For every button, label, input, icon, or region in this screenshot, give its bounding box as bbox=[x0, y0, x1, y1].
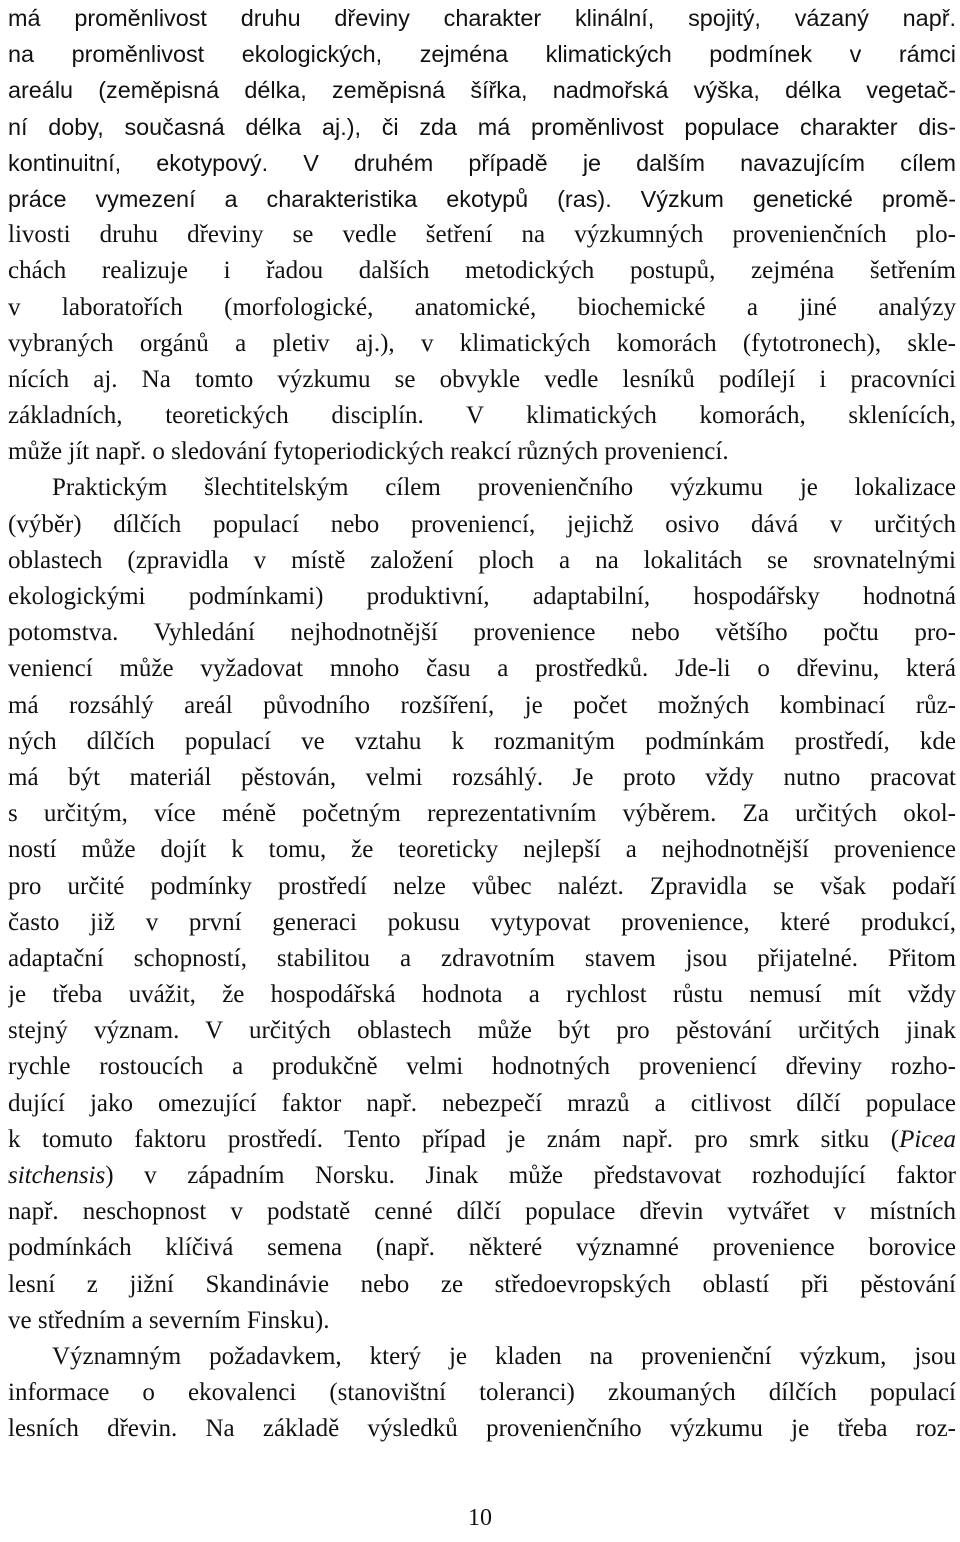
text-line: informace o ekovalenci (stanovištní toleranci) zkoumaných dílčích populací bbox=[8, 1379, 956, 1407]
text-line: ností může dojít k tomu, že teoreticky nejlepší a nejhodnotnější provenience bbox=[8, 836, 956, 864]
paragraph-start: Praktickým šlechtitelským cílem provenienčního výzkumu je lokalizace bbox=[52, 474, 956, 502]
text-line: adaptační schopností, stabilitou a zdravotním stavem jsou přijatelné. Přitom bbox=[8, 944, 956, 972]
text-line bbox=[8, 1158, 956, 1194]
text-line: podmínkách klíčivá semena (např. některé významné provenience borovice bbox=[8, 1234, 956, 1262]
text-line: ekologickými podmínkami) produktivní, adaptabilní, hospodářsky hodnotná bbox=[8, 583, 956, 610]
text-line: livosti druhu dřeviny se vedle šetření na výzkumných provenienčních plo- bbox=[8, 221, 956, 249]
text-line: oblastech (zpravidla v místě založení ploch a na lokalitách se srovnatelnými bbox=[8, 546, 956, 574]
text-line: kontinuitní, ekotypový. V druhém případě je dalším navazujícím cílem bbox=[8, 149, 956, 176]
text-line: s určitým, více méně početným reprezentativním výběrem. Za určitých okol- bbox=[8, 800, 956, 828]
text-line: pro určité podmínky prostředí nelze vůbec nalézt. Zpravidla se však podaří bbox=[8, 872, 956, 900]
text-line: na proměnlivost ekologických, zejména klimatických podmínek v rámci bbox=[8, 41, 956, 68]
text-line: v laboratořích (morfologické, anatomické, biochemické a jiné analýzy bbox=[8, 293, 956, 321]
text-line: nících aj. Na tomto výzkumu se obvykle vedle lesníků podílejí i pracovníci bbox=[8, 365, 956, 393]
text-line: má být materiál pěstován, velmi rozsáhlý. Je proto vždy nutno pracovat bbox=[8, 763, 956, 791]
species-name-italic: sitchensis bbox=[8, 1162, 106, 1189]
text-line: potomstva. Vyhledání nejhodnotnější provenience nebo většího počtu pro- bbox=[8, 619, 956, 647]
text-line: vybraných orgánů a pletiv aj.), v klimatických komorách (fytotronech), skle- bbox=[8, 329, 956, 357]
text-line bbox=[8, 1122, 956, 1158]
text-line: ve středním a severním Finsku). bbox=[8, 1306, 330, 1334]
text-line: má proměnlivost druhu dřeviny charakter klinální, spojitý, vázaný např. bbox=[8, 5, 956, 31]
text-line: lesní z jižní Skandinávie nebo ze středoevropských oblastí při pěstování bbox=[8, 1270, 956, 1298]
text-line: může jít např. o sledování fytoperiodických reakcí různých proveniencí. bbox=[8, 438, 729, 466]
text-line: rychle rostoucích a produkčně velmi hodnotných proveniencí dřeviny rozho- bbox=[8, 1053, 956, 1081]
text-line: dující jako omezující faktor např. nebezpečí mrazů a citlivost dílčí populace bbox=[8, 1089, 956, 1117]
text-line: lesních dřevin. Na základě výsledků provenienčního výzkumu je třeba roz- bbox=[8, 1415, 956, 1443]
text-line: areálu (zeměpisná délka, zeměpisná šířka, nadmořská výška, délka vegetač- bbox=[8, 77, 956, 104]
text-line: práce vymezení a charakteristika ekotypů (ras). Výzkum genetické promě- bbox=[8, 185, 956, 212]
text-line: veniencí může vyžadovat mnoho času a prostředků. Jde-li o dřevinu, která bbox=[8, 655, 956, 683]
text-line: (výběr) dílčích populací nebo proveniencí, jejichž osivo dává v určitých bbox=[8, 510, 956, 538]
text-line: základních, teoretických disciplín. V klimatických komorách, sklenících, bbox=[8, 402, 956, 430]
text-line: ných dílčích populací ve vztahu k rozmanitým podmínkám prostředí, kde bbox=[8, 727, 956, 755]
page-number: 10 bbox=[468, 1505, 492, 1531]
text-line: ní doby, současná délka aj.), či zda má proměnlivost populace charakter dis- bbox=[8, 113, 956, 140]
text-line: stejný význam. V určitých oblastech může být pro pěstování určitých jinak bbox=[8, 1017, 956, 1045]
document-page bbox=[8, 0, 956, 1542]
body-text bbox=[8, 0, 956, 1448]
text-line: např. neschopnost v podstatě cenné dílčí populace dřevin vytvářet v místních bbox=[8, 1198, 956, 1226]
text-segment: k tomuto faktoru prostředí. Tento případ je znám např. pro smrk sitku ( bbox=[8, 1125, 900, 1153]
text-line: chách realizuje i řadou dalších metodických postupů, zejména šetřením bbox=[8, 257, 956, 285]
text-segment: ) v západním Norsku. Jinak může představovat rozhodující faktor bbox=[105, 1162, 956, 1189]
text-line: často již v první generaci pokusu vytypovat provenience, které produkcí, bbox=[8, 908, 956, 936]
text-line: má rozsáhlý areál původního rozšíření, je počet možných kombinací růz- bbox=[8, 691, 956, 719]
species-name-italic: Picea bbox=[899, 1125, 956, 1153]
text-line: je třeba uvážit, že hospodářská hodnota a rychlost růstu nemusí mít vždy bbox=[8, 981, 956, 1009]
paragraph-start: Významným požadavkem, který je kladen na provenienční výzkum, jsou bbox=[52, 1342, 956, 1370]
